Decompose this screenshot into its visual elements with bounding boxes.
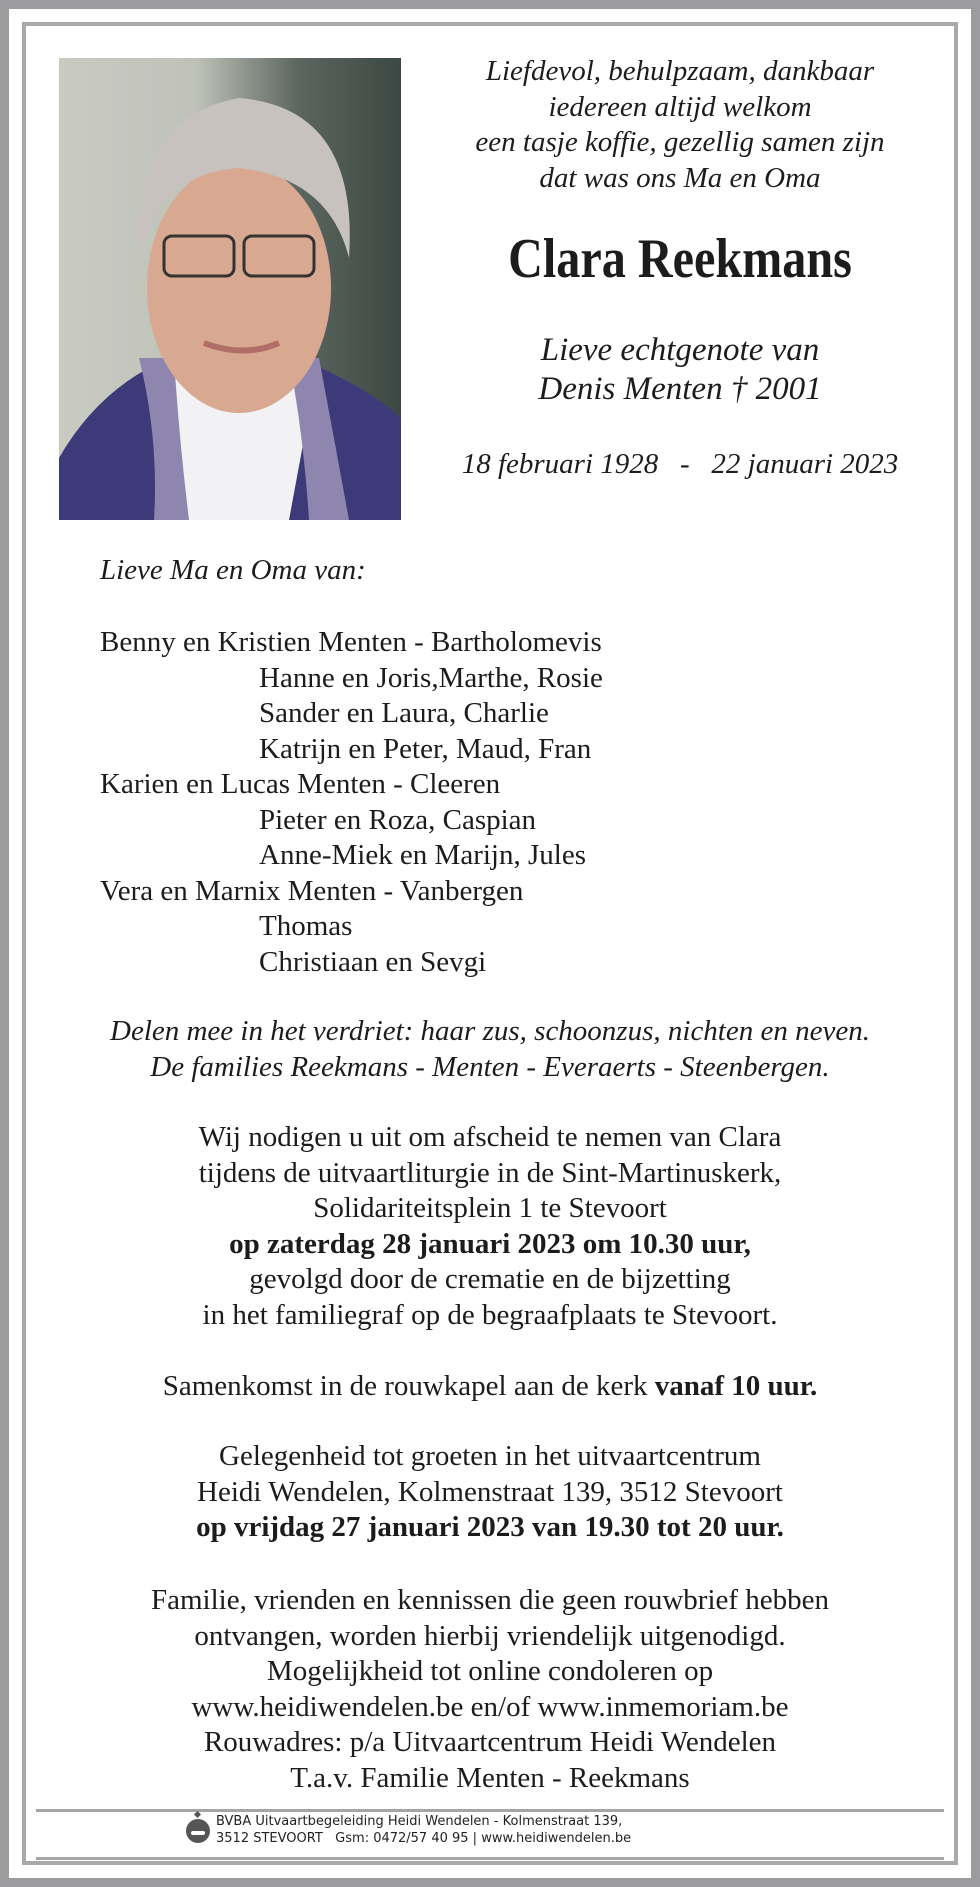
sharing-line: Delen mee in het verdriet: haar zus, schoonzus, nichten en neven. <box>110 1015 870 1047</box>
funeral-invitation <box>40 1120 940 1333</box>
footer-divider-bottom <box>36 1857 944 1860</box>
family-line: Sander en Laura, Charlie <box>259 697 549 729</box>
funeral-home-footer <box>216 1813 631 1847</box>
visitation-line: Gelegenheid tot groeten in het uitvaartcentrum <box>219 1440 761 1472</box>
invitation-line: tijdens de uitvaartliturgie in de Sint-Martinuskerk, <box>198 1156 782 1189</box>
closing-line: Familie, vrienden en kennissen die geen rouwbrief hebben <box>150 1584 830 1616</box>
footer-divider-top <box>36 1809 944 1812</box>
spouse-info <box>420 331 940 409</box>
family-line: Hanne en Joris,Marthe, Rosie <box>259 661 603 694</box>
family-line: Katrijn en Peter, Maud, Fran <box>259 732 592 765</box>
closing-line: Mogelijkheid tot online condoleren op <box>266 1655 714 1687</box>
closing-notes <box>40 1583 940 1796</box>
visitation <box>40 1439 940 1546</box>
spouse-line: Denis Menten † 2001 <box>538 371 822 407</box>
portrait-photo <box>59 58 401 520</box>
family-line: Pieter en Roza, Caspian <box>259 803 537 836</box>
funeral-home-logo-icon <box>186 1819 210 1843</box>
poem-line: iedereen altijd welkom <box>548 90 812 123</box>
family-line: Karien en Lucas Menten - Cleeren <box>100 768 501 800</box>
poem-line: een tasje koffie, gezellig samen zijn <box>475 126 885 158</box>
closing-line: ontvangen, worden hierbij vriendelijk uitgenodigd. <box>194 1619 786 1652</box>
invitation-line: gevolgd door de crematie en de bijzetting <box>249 1263 731 1295</box>
family-line: Vera en Marnix Menten - Vanbergen <box>100 874 524 907</box>
condolence-links: www.heidiwendelen.be en/of www.inmemoriam.be <box>191 1690 789 1723</box>
invitation-line: in het familiegraf op de begraafplaats te Stevoort. <box>202 1298 778 1331</box>
invitation-line: Solidariteitsplein 1 te Stevoort <box>313 1192 667 1224</box>
gathering-text: Samenkomst in de rouwkapel aan de kerk <box>162 1370 655 1402</box>
sharing-grief <box>40 1014 940 1085</box>
sharing-line: De families Reekmans - Menten - Everaerts - Steenbergen. <box>150 1050 830 1083</box>
footer-line: 3512 STEVOORT Gsm: 0472/57 40 95 | www.heidiwendelen.be <box>216 1831 632 1846</box>
family-intro: Lieve Ma en Oma van: <box>100 554 366 586</box>
gathering <box>40 1369 940 1405</box>
visitation-line: Heidi Wendelen, Kolmenstraat 139, 3512 Stevoort <box>197 1475 783 1508</box>
family-line: Benny en Kristien Menten - Bartholomevis <box>100 626 602 658</box>
funeral-date: op zaterdag 28 januari 2023 om 10.30 uur, <box>229 1227 751 1260</box>
spouse-line: Lieve echtgenote van <box>540 332 820 368</box>
poem-line: dat was ons Ma en Oma <box>539 161 821 194</box>
family-line: Anne-Miek en Marijn, Jules <box>259 839 586 871</box>
family-line: Thomas <box>259 910 353 942</box>
poem <box>420 54 940 196</box>
closing-line: T.a.v. Familie Menten - Reekmans <box>290 1761 690 1794</box>
visitation-date: op vrijdag 27 januari 2023 van 19.30 tot 20 uur. <box>196 1511 784 1543</box>
gathering-time: vanaf 10 uur. <box>654 1370 818 1402</box>
closing-line: Rouwadres: p/a Uitvaartcentrum Heidi Wendelen <box>203 1726 777 1758</box>
poem-line: Liefdevol, behulpzaam, dankbaar <box>485 55 875 87</box>
family-list <box>100 625 603 980</box>
invitation-line: Wij nodigen u uit om afscheid te nemen van Clara <box>198 1121 782 1153</box>
family-line: Christiaan en Sevgi <box>259 945 487 978</box>
life-dates: 18 februari 1928 - 22 januari 2023 <box>461 448 899 480</box>
deceased-name: Clara Reekmans <box>508 228 852 290</box>
footer-line: BVBA Uitvaartbegeleiding Heidi Wendelen - Kolmenstraat 139, <box>216 1814 623 1829</box>
